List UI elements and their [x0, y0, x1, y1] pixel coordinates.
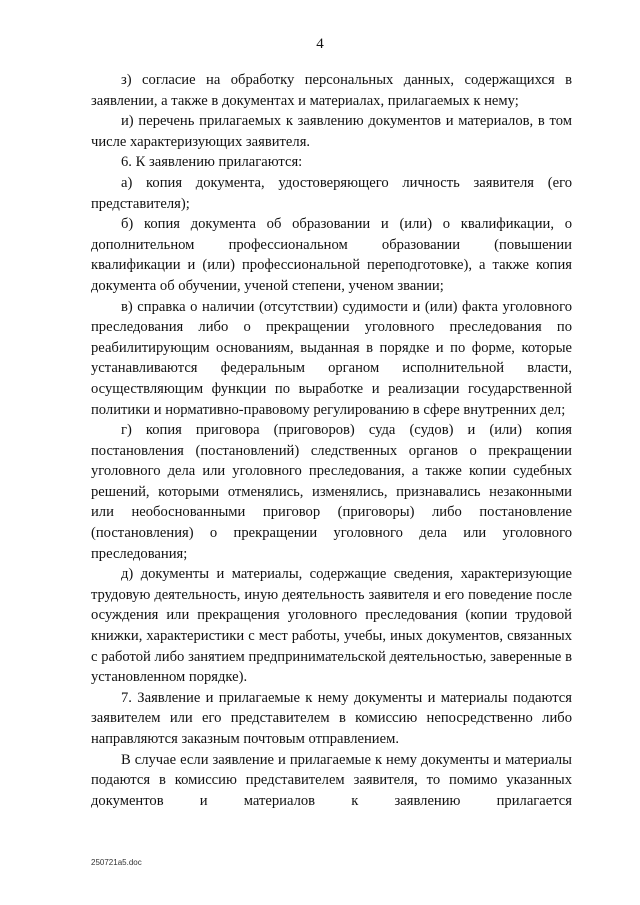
paragraph-a-identity: а) копия документа, удостоверяющего личность заявителя (его представителя); — [91, 174, 572, 212]
paragraph-d-materials: д) документы и материалы, содержащие сведения, характеризующие трудовую деятельность, иную деятельность заявителя и его поведение после осуждения или прекращения уголовного преследования (копии трудовой книжки, характеристики с мест работы, учебы, иных документов, связанных с работой либо занятием предпринимательской деятельностью, заверенные в установленном порядке). — [91, 566, 572, 686]
page-number: 4 — [316, 36, 324, 52]
document-body — [91, 70, 572, 811]
footer-file-code: 250721a5.doc — [91, 858, 142, 867]
paragraph-z-consent: з) согласие на обработку персональных данных, содержащихся в заявлении, а также в документах и материалах, прилагаемых к нему; — [91, 72, 572, 109]
paragraph-representative: В случае если заявление и прилагаемые к нему документы и материалы подаются в комиссию представителем заявителя, то помимо указанных документов и материалов к заявлению прилагается — [91, 751, 572, 809]
paragraph-7-submission: 7. Заявление и прилагаемые к нему документы и материалы подаются заявителем или его представителем в комиссию непосредственно либо направляются заказным почтовым отправлением. — [91, 689, 572, 747]
paragraph-i-list: и) перечень прилагаемых к заявлению документов и материалов, в том числе характеризующих заявителя. — [91, 113, 572, 150]
paragraph-6-heading: 6. К заявлению прилагаются: — [121, 154, 303, 171]
paragraph-v-certificate: в) справка о наличии (отсутствии) судимости и (или) факта уголовного преследования либо о прекращении уголовного преследования по реабилитирующим основаниям, выданная в порядке и по форме, которые устанавливаются федеральным органом исполнительной власти, осуществляющим функции по выработке и реализации государственной политики и нормативно-правовому регулированию в сфере внутренних дел; — [91, 298, 572, 418]
paragraph-g-verdict: г) копия приговора (приговоров) суда (судов) и (или) копия постановления (постановлений) следственных органов о прекращении уголовного дела или уголовного преследования, а также копии судебных решений, которыми отменялись, изменялись, признавались незаконными или необоснованными приговор (приговоры) либо постановление (постановления) о прекращении уголовного дела или уголовного преследования; — [91, 422, 572, 562]
paragraph-b-education: б) копия документа об образовании и (или) о квалификации, о дополнительном профессиональном образовании (повышении квалификации и (или) профессиональной переподготовке), а также копия документа об обучении, ученой степени, ученом звании; — [91, 216, 572, 294]
